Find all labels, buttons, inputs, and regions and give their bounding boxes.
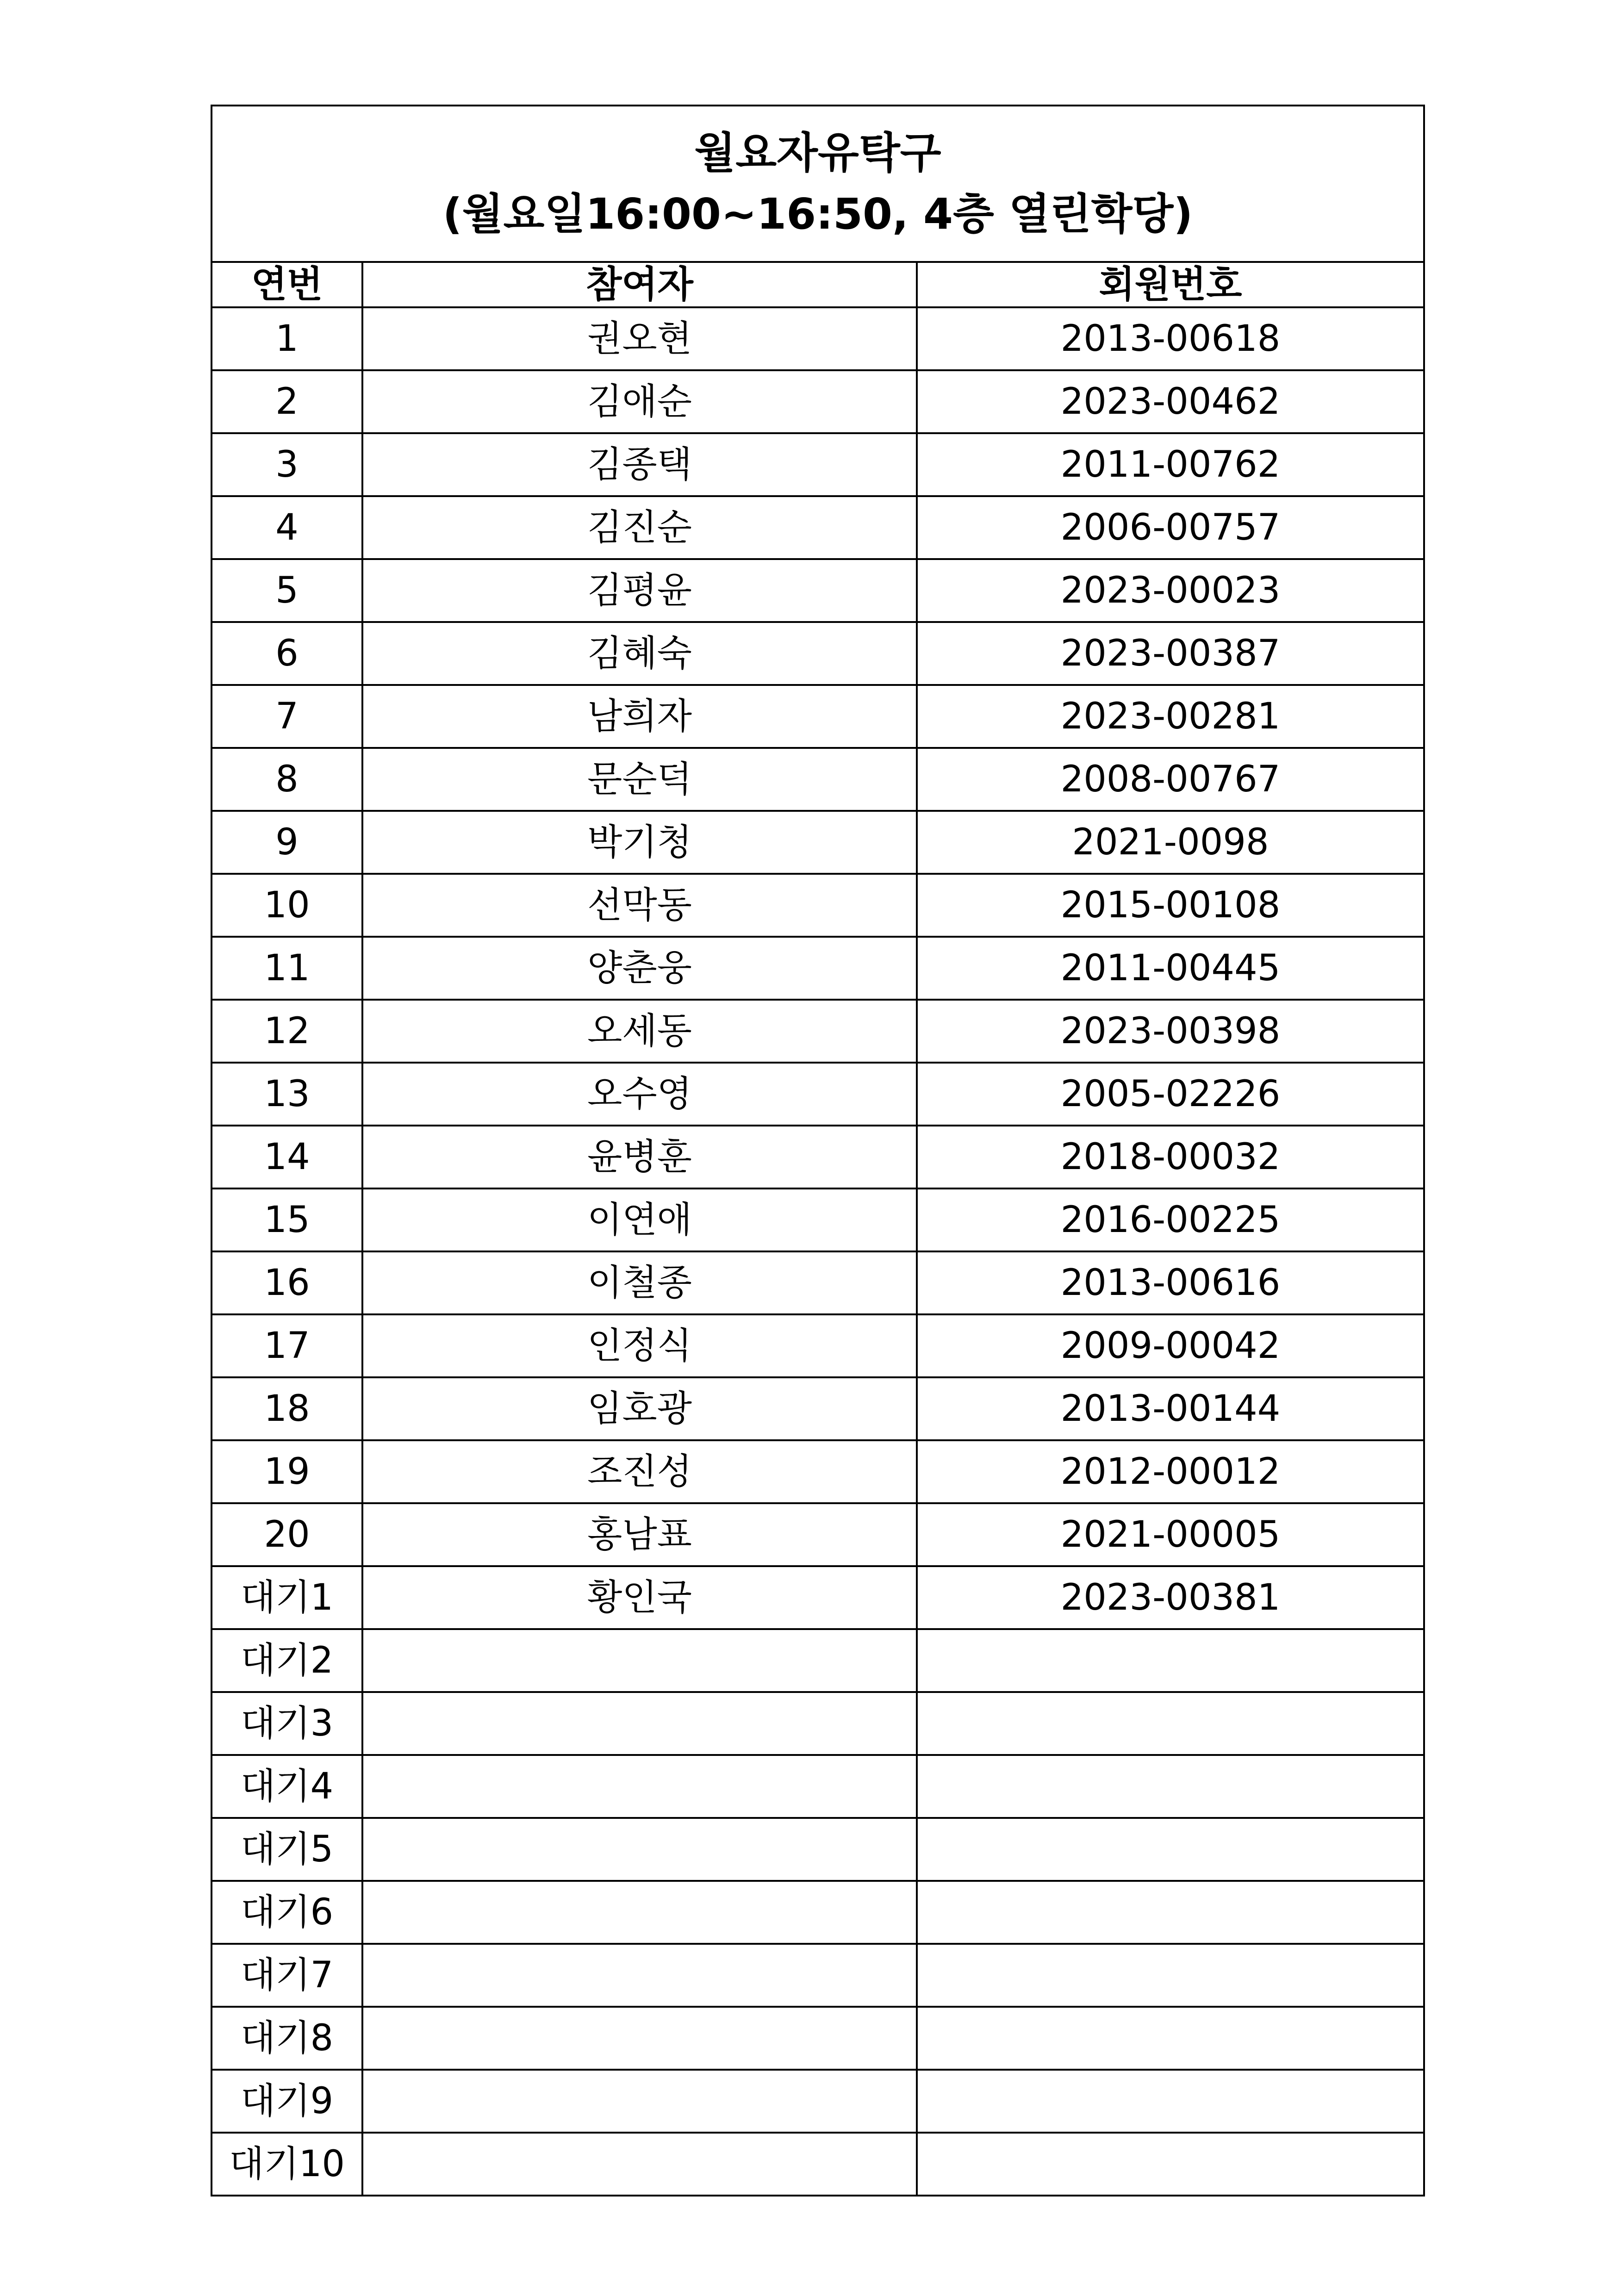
table-row: [212, 622, 1423, 685]
member-number: 2013-00144: [917, 1377, 1423, 1440]
table-row: [212, 1314, 1423, 1377]
table-row: [212, 2007, 1423, 2070]
participant-name: [362, 1692, 917, 1755]
member-number: 2021-00005: [917, 1503, 1423, 1566]
row-number: 6: [212, 622, 362, 685]
table-row: [212, 937, 1423, 1000]
row-number: 3: [212, 433, 362, 496]
participant-name: 황인국: [362, 1566, 917, 1629]
row-number: 16: [212, 1251, 362, 1314]
member-number: [917, 1944, 1423, 2007]
row-number: 4: [212, 496, 362, 559]
table-row: [212, 1818, 1423, 1881]
row-number: 19: [212, 1440, 362, 1503]
participant-name: [362, 1818, 917, 1881]
table-row: [212, 1251, 1423, 1314]
participant-name: 김진순: [362, 496, 917, 559]
row-number: 15: [212, 1188, 362, 1251]
table-row: [212, 1000, 1423, 1063]
row-number: 대기3: [212, 1692, 362, 1755]
table-row: [212, 1377, 1423, 1440]
participant-name: [362, 2133, 917, 2195]
table-row: [212, 2070, 1423, 2133]
member-number: 2013-00618: [917, 307, 1423, 370]
participant-name: 홍남표: [362, 1503, 917, 1566]
member-number: 2016-00225: [917, 1188, 1423, 1251]
table-body: [212, 307, 1423, 2195]
participant-name: 박기청: [362, 811, 917, 874]
member-number: 2023-00281: [917, 685, 1423, 748]
row-number: 대기9: [212, 2070, 362, 2133]
table-header-row: [212, 263, 1423, 307]
table-row: [212, 1188, 1423, 1251]
row-number: 20: [212, 1503, 362, 1566]
participant-name: [362, 1881, 917, 1944]
member-number: [917, 2070, 1423, 2133]
member-number: [917, 2007, 1423, 2070]
member-number: 2018-00032: [917, 1126, 1423, 1188]
row-number: 9: [212, 811, 362, 874]
participant-name: 인정식: [362, 1314, 917, 1377]
row-number: 2: [212, 370, 362, 433]
row-number: 5: [212, 559, 362, 622]
member-number: 2011-00445: [917, 937, 1423, 1000]
table-row: [212, 1566, 1423, 1629]
header-member-number: 회원번호: [917, 263, 1423, 307]
participant-name: 이철종: [362, 1251, 917, 1314]
table-row: [212, 811, 1423, 874]
member-number: [917, 1755, 1423, 1818]
member-number: [917, 1818, 1423, 1881]
participant-sheet: [211, 105, 1425, 2196]
participant-name: 선막동: [362, 874, 917, 937]
member-number: 2023-00462: [917, 370, 1423, 433]
table-row: [212, 1440, 1423, 1503]
member-number: [917, 1881, 1423, 1944]
page-title: 월요자유탁구: [694, 128, 941, 178]
row-number: 17: [212, 1314, 362, 1377]
row-number: 대기8: [212, 2007, 362, 2070]
table-row: [212, 1755, 1423, 1818]
member-number: 2023-00023: [917, 559, 1423, 622]
member-number: 2005-02226: [917, 1063, 1423, 1126]
member-number: [917, 2133, 1423, 2195]
row-number: 13: [212, 1063, 362, 1126]
member-number: 2015-00108: [917, 874, 1423, 937]
participant-name: 이연애: [362, 1188, 917, 1251]
member-number: 2012-00012: [917, 1440, 1423, 1503]
member-number: [917, 1629, 1423, 1692]
table-row: [212, 307, 1423, 370]
row-number: 10: [212, 874, 362, 937]
table-row: [212, 685, 1423, 748]
participant-name: 남희자: [362, 685, 917, 748]
row-number: 18: [212, 1377, 362, 1440]
table-row: [212, 433, 1423, 496]
participant-name: 김평윤: [362, 559, 917, 622]
participant-name: 오세동: [362, 1000, 917, 1063]
member-number: 2021-0098: [917, 811, 1423, 874]
participant-name: 오수영: [362, 1063, 917, 1126]
row-number: 대기6: [212, 1881, 362, 1944]
table-row: [212, 559, 1423, 622]
member-number: [917, 1692, 1423, 1755]
header-serial-number: 연번: [212, 263, 362, 307]
member-number: 2009-00042: [917, 1314, 1423, 1377]
row-number: 11: [212, 937, 362, 1000]
table-row: [212, 2133, 1423, 2195]
row-number: 대기2: [212, 1629, 362, 1692]
table-row: [212, 1126, 1423, 1188]
row-number: 1: [212, 307, 362, 370]
table-row: [212, 1944, 1423, 2007]
member-number: 2013-00616: [917, 1251, 1423, 1314]
member-number: 2011-00762: [917, 433, 1423, 496]
member-number: 2008-00767: [917, 748, 1423, 811]
participant-table: [212, 263, 1423, 2195]
table-row: [212, 1063, 1423, 1126]
row-number: 7: [212, 685, 362, 748]
row-number: 12: [212, 1000, 362, 1063]
participant-name: 양춘웅: [362, 937, 917, 1000]
table-row: [212, 874, 1423, 937]
table-row: [212, 1692, 1423, 1755]
schedule-subtitle: (월요일16:00~16:50, 4층 열린학당): [442, 189, 1193, 239]
participant-name: 김종택: [362, 433, 917, 496]
participant-name: [362, 1944, 917, 2007]
participant-name: 김혜숙: [362, 622, 917, 685]
table-row: [212, 1503, 1423, 1566]
row-number: 8: [212, 748, 362, 811]
row-number: 대기10: [212, 2133, 362, 2195]
table-row: [212, 748, 1423, 811]
header-participant: 참여자: [362, 263, 917, 307]
row-number: 대기1: [212, 1566, 362, 1629]
participant-name: 김애순: [362, 370, 917, 433]
participant-name: 임호광: [362, 1377, 917, 1440]
row-number: 대기7: [212, 1944, 362, 2007]
table-row: [212, 496, 1423, 559]
participant-name: 권오현: [362, 307, 917, 370]
participant-name: 문순덕: [362, 748, 917, 811]
member-number: 2023-00387: [917, 622, 1423, 685]
participant-name: [362, 1629, 917, 1692]
table-row: [212, 1629, 1423, 1692]
row-number: 대기5: [212, 1818, 362, 1881]
member-number: 2006-00757: [917, 496, 1423, 559]
member-number: 2023-00381: [917, 1566, 1423, 1629]
row-number: 14: [212, 1126, 362, 1188]
member-number: 2023-00398: [917, 1000, 1423, 1063]
table-row: [212, 370, 1423, 433]
participant-name: 조진성: [362, 1440, 917, 1503]
participant-name: [362, 2007, 917, 2070]
participant-name: 윤병훈: [362, 1126, 917, 1188]
title-block: [212, 106, 1423, 263]
participant-name: [362, 2070, 917, 2133]
table-row: [212, 1881, 1423, 1944]
participant-name: [362, 1755, 917, 1818]
row-number: 대기4: [212, 1755, 362, 1818]
